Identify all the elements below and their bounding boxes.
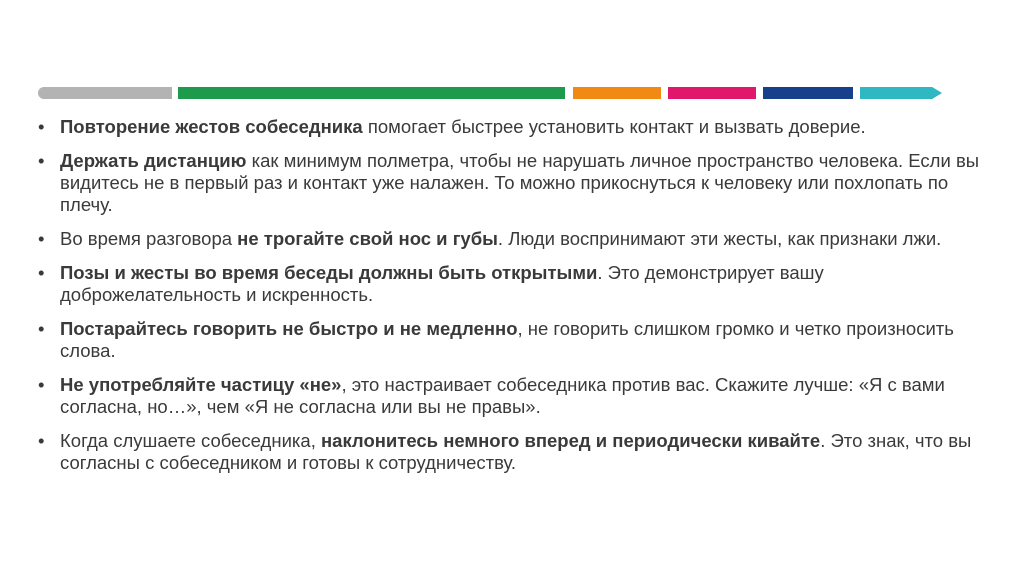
bullet-icon: • [38, 374, 45, 395]
bullet-text: , это настраивает собеседника против вас. Скажите лучше: «Я с вами согласна, но…», чем «Я не согласна или вы не правы». [60, 374, 945, 417]
bullet-icon: • [38, 116, 45, 137]
bullet-text: помогает быстрее установить контакт и вызвать доверие. [362, 116, 866, 137]
bullet-icon: • [38, 262, 45, 283]
decor-line-green [178, 87, 565, 99]
bullet-bold: Повторение жестов собеседника [60, 116, 363, 137]
decor-line-pink [668, 87, 756, 99]
list-item [36, 116, 986, 138]
bullet-icon: • [38, 150, 45, 171]
decor-line-orange [573, 87, 661, 99]
bullet-bold: наклонитесь немного вперед и периодически кивайте [320, 430, 821, 451]
bullet-pre: Когда слушаете собеседника, [60, 430, 321, 451]
bullet-list [36, 116, 986, 486]
bullet-icon: • [38, 430, 45, 451]
bullet-pre: Во время разговора [60, 228, 238, 249]
bullet-bold: Постарайтесь говорить не быстро и не медленно [60, 318, 518, 339]
bullet-text: . Это знак, что вы согласны с собеседником и готовы к сотрудничеству. [60, 430, 972, 473]
list-item [36, 228, 986, 250]
decor-line-navy [763, 87, 853, 99]
bullet-bold: Позы и жесты во время беседы должны быть открытыми [60, 262, 598, 283]
decor-line-gray [38, 87, 172, 99]
bullet-icon: • [38, 318, 45, 339]
bullet-bold: Не употребляйте частицу «не» [60, 374, 342, 395]
bullet-text: как минимум полметра, чтобы не нарушать личное пространство человека. Если вы видитесь не в первый раз и контакт уже налажен. То можно прикоснуться к человеку или похлопать по плечу. [60, 150, 980, 215]
bullet-bold: не трогайте свой нос и губы [237, 228, 498, 249]
list-item [36, 430, 986, 474]
list-item [36, 150, 986, 216]
list-item [36, 374, 986, 418]
list-item [36, 318, 986, 362]
bullet-text: , не говорить слишком громко и четко произносить слова. [60, 318, 954, 361]
decor-line-teal [860, 87, 942, 99]
bullet-text: . Это демонстрирует вашу доброжелательность и искренность. [60, 262, 824, 305]
bullet-text: . Люди воспринимают эти жесты, как признаки лжи. [497, 228, 942, 249]
bullet-bold: Держать дистанцию [60, 150, 247, 171]
bullet-icon: • [38, 228, 45, 249]
list-item [36, 262, 986, 306]
